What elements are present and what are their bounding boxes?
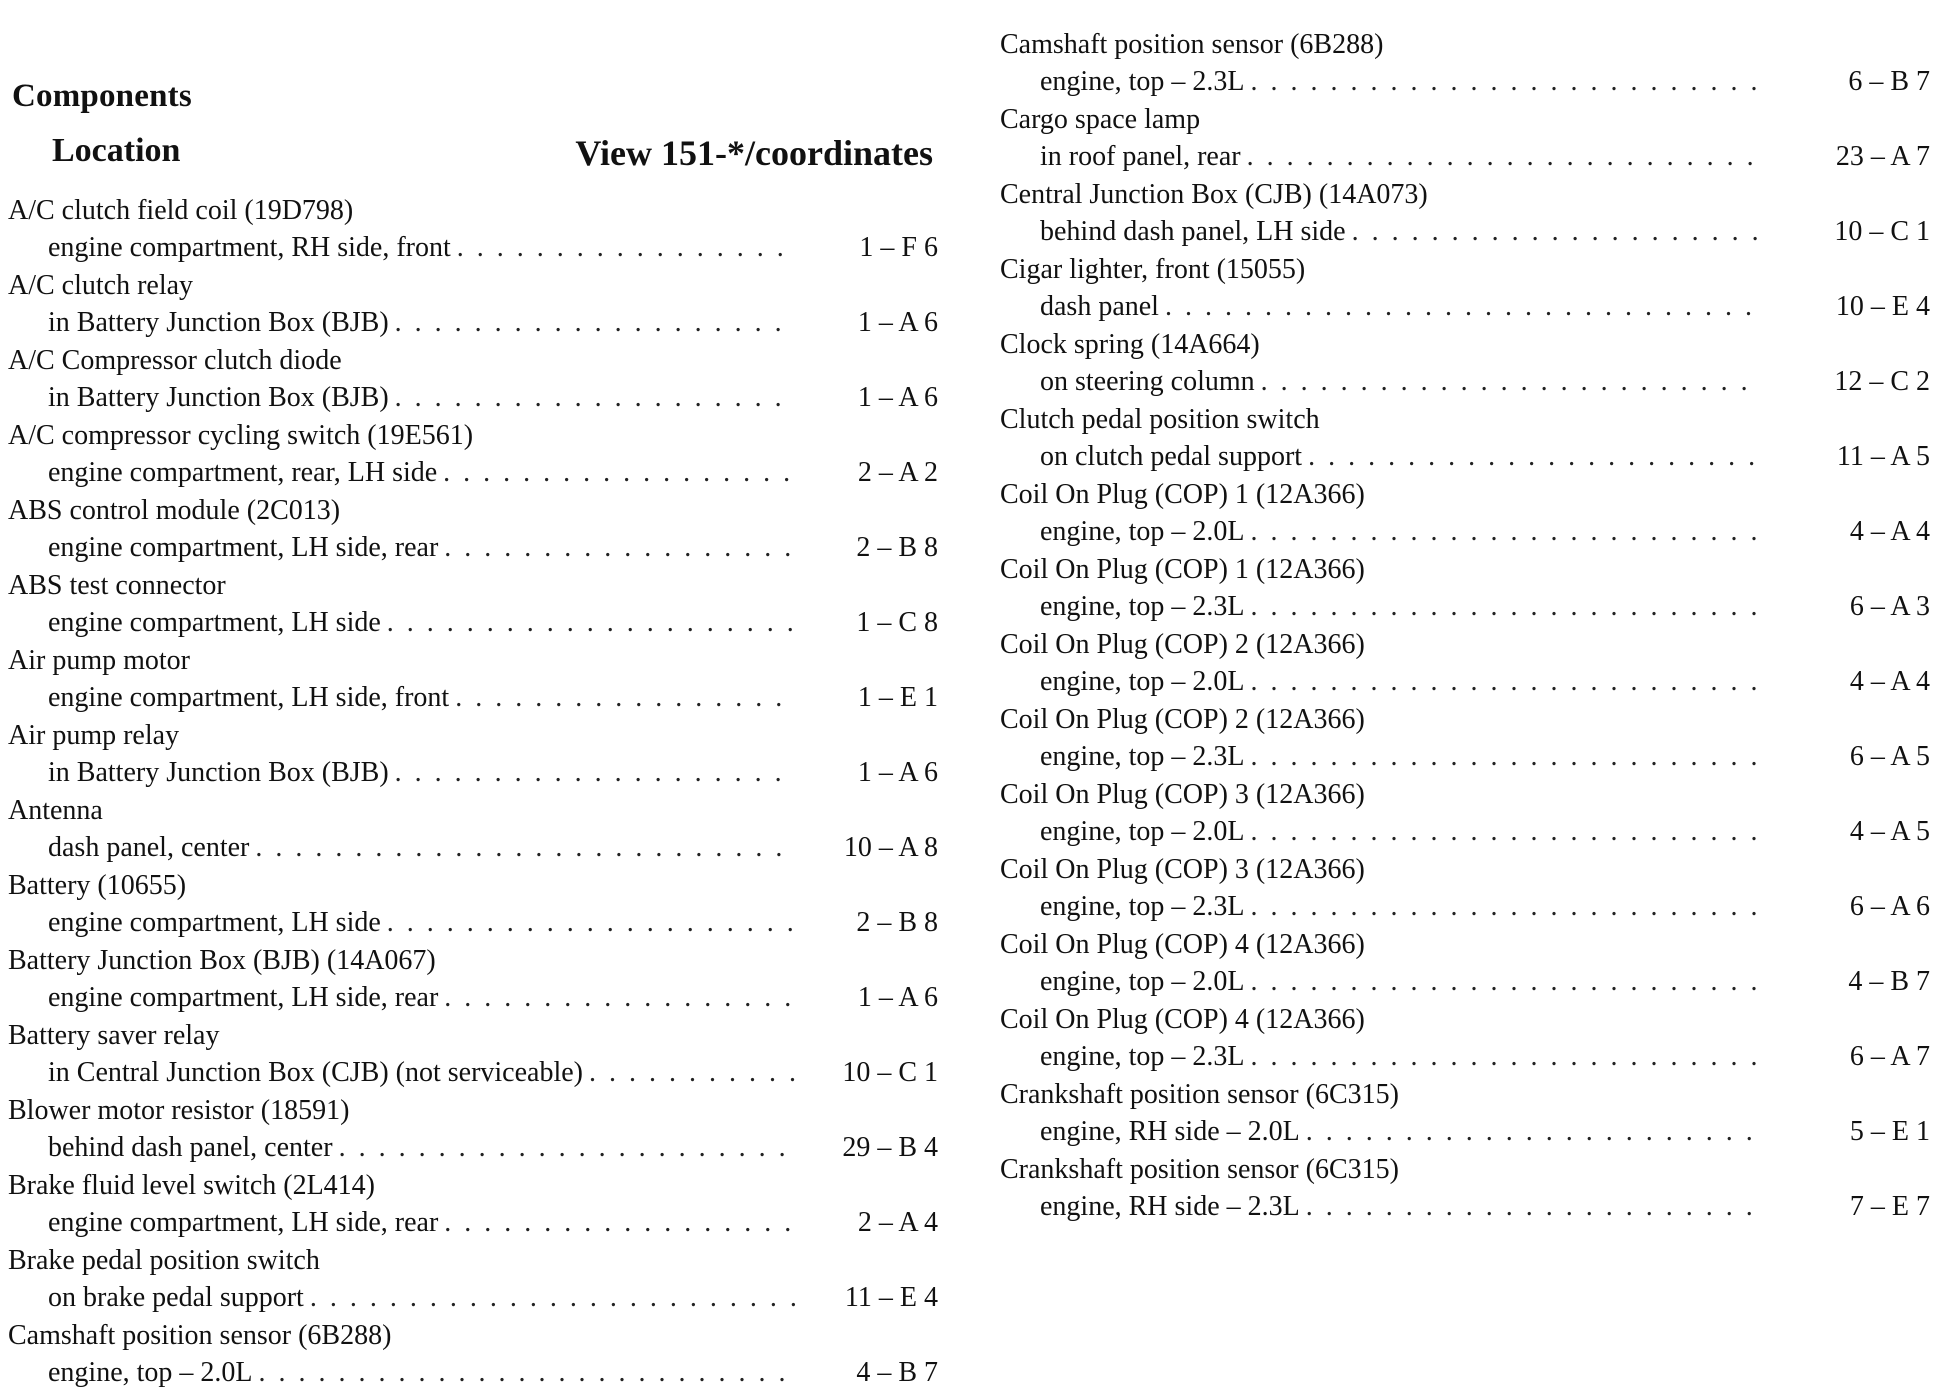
component-entry: [8, 942, 938, 1017]
view-coordinate: 11 – E 4: [844, 1282, 938, 1313]
view-coordinate: 12 – C 2: [1834, 366, 1930, 397]
component-location: engine compartment, RH side, front: [48, 232, 451, 263]
component-name: ABS control module (2C013): [8, 495, 341, 526]
view-coordinate: 10 – C 1: [842, 1057, 938, 1088]
component-location: engine, top – 2.0L: [48, 1357, 253, 1388]
dot-leader: [1245, 63, 1760, 101]
component-location: in roof panel, rear: [1040, 141, 1241, 172]
component-name: Coil On Plug (COP) 2 (12A366): [1000, 704, 1365, 735]
component-location-line: [1000, 663, 1930, 701]
component-location-line: [1000, 438, 1930, 476]
dot-leader: [438, 1204, 796, 1242]
dot-leader: [1245, 1038, 1760, 1076]
component-location-line: [8, 604, 938, 642]
component-name: Blower motor resistor (18591): [8, 1095, 350, 1126]
component-location: engine, top – 2.3L: [1040, 891, 1245, 922]
dot-leader: [1346, 213, 1760, 251]
component-entry: [8, 267, 938, 342]
component-name: Cargo space lamp: [1000, 104, 1201, 135]
component-name: Coil On Plug (COP) 4 (12A366): [1000, 1004, 1365, 1035]
component-location-line: [8, 754, 938, 792]
component-entry: [8, 1242, 938, 1317]
component-entry: [8, 492, 938, 567]
component-entry: [8, 417, 938, 492]
component-entry: [1000, 701, 1930, 776]
component-location-line: [1000, 363, 1930, 401]
component-location: engine, top – 2.3L: [1040, 591, 1245, 622]
view-coordinate: 29 – B 4: [842, 1132, 938, 1163]
view-coordinate: 2 – B 8: [856, 907, 938, 938]
component-location: in Battery Junction Box (BJB): [48, 757, 389, 788]
component-name: Battery (10655): [8, 870, 187, 901]
view-coordinate: 5 – E 1: [1849, 1116, 1930, 1147]
component-location: engine, top – 2.0L: [1040, 666, 1245, 697]
component-entry: [1000, 26, 1930, 101]
view-column-header: View 151-*/coordinates: [575, 133, 933, 173]
component-name: Crankshaft position sensor (6C315): [1000, 1079, 1399, 1110]
dot-leader: [1255, 363, 1760, 401]
component-location-line: [1000, 513, 1930, 551]
component-entry: [8, 867, 938, 942]
component-name: A/C clutch relay: [8, 270, 194, 301]
dot-leader: [1159, 288, 1760, 326]
component-location-line: [8, 679, 938, 717]
dot-leader: [1300, 1188, 1760, 1226]
component-location-line: [1000, 1038, 1930, 1076]
view-coordinate: 1 – A 6: [857, 382, 938, 413]
dot-leader: [381, 904, 796, 942]
dot-leader: [583, 1054, 796, 1092]
view-coordinate: 4 – A 4: [1849, 666, 1930, 697]
component-name: Clock spring (14A664): [1000, 329, 1260, 360]
component-location-line: [8, 904, 938, 942]
component-name: A/C compressor cycling switch (19E561): [8, 420, 474, 451]
view-coordinate: 4 – B 7: [856, 1357, 938, 1388]
dot-leader: [1300, 1113, 1760, 1151]
dot-leader: [249, 829, 796, 867]
dot-leader: [1241, 138, 1760, 176]
view-coordinate: 6 – A 5: [1849, 741, 1930, 772]
component-location-line: [8, 1129, 938, 1167]
location-column-header: Location: [52, 132, 181, 169]
view-coordinate: 2 – B 8: [856, 532, 938, 563]
component-location-line: [8, 529, 938, 567]
component-name: Battery saver relay: [8, 1020, 220, 1051]
component-name: Brake pedal position switch: [8, 1245, 320, 1276]
dot-leader: [1302, 438, 1760, 476]
right-entry-list: [1000, 26, 1930, 1226]
component-location: in Battery Junction Box (BJB): [48, 382, 389, 413]
view-coordinate: 2 – A 2: [857, 457, 938, 488]
dot-leader: [389, 379, 796, 417]
view-coordinate: 6 – A 7: [1849, 1041, 1930, 1072]
component-location-line: [1000, 738, 1930, 776]
dot-leader: [1245, 963, 1760, 1001]
component-entry: [1000, 326, 1930, 401]
dot-leader: [304, 1279, 796, 1317]
view-coordinate: 6 – A 6: [1849, 891, 1930, 922]
component-location: engine, top – 2.3L: [1040, 741, 1245, 772]
component-location: engine, top – 2.0L: [1040, 516, 1245, 547]
component-name: Central Junction Box (CJB) (14A073): [1000, 179, 1428, 210]
component-location: engine compartment, LH side: [48, 907, 381, 938]
component-entry: [1000, 401, 1930, 476]
component-entry: [1000, 251, 1930, 326]
component-location: behind dash panel, LH side: [1040, 216, 1346, 247]
component-location: engine compartment, rear, LH side: [48, 457, 438, 488]
view-coordinate: 6 – B 7: [1848, 66, 1930, 97]
dot-leader: [438, 529, 796, 567]
component-entry: [8, 1092, 938, 1167]
dot-leader: [438, 979, 796, 1017]
component-location: engine compartment, LH side, rear: [48, 1207, 439, 1238]
component-entry: [1000, 176, 1930, 251]
component-location-line: [1000, 588, 1930, 626]
component-location-line: [8, 1354, 938, 1392]
component-name: Coil On Plug (COP) 1 (12A366): [1000, 554, 1365, 585]
component-name: Camshaft position sensor (6B288): [8, 1320, 392, 1351]
column-headers: [8, 132, 933, 172]
view-coordinate: 1 – A 6: [857, 307, 938, 338]
view-coordinate: 6 – A 3: [1849, 591, 1930, 622]
component-location: engine, RH side – 2.3L: [1040, 1191, 1300, 1222]
component-name: Battery Junction Box (BJB) (14A067): [8, 945, 436, 976]
component-name: Crankshaft position sensor (6C315): [1000, 1154, 1399, 1185]
component-name: ABS test connector: [8, 570, 226, 601]
dot-leader: [451, 229, 796, 267]
component-entry: [1000, 551, 1930, 626]
component-location: in Battery Junction Box (BJB): [48, 307, 389, 338]
component-location: engine, top – 2.0L: [1040, 966, 1245, 997]
component-entry: [8, 1167, 938, 1242]
component-entry: [8, 342, 938, 417]
component-location-line: [1000, 63, 1930, 101]
component-name: Coil On Plug (COP) 1 (12A366): [1000, 479, 1365, 510]
component-entry: [8, 642, 938, 717]
component-location: on brake pedal support: [48, 1282, 304, 1313]
view-coordinate: 1 – C 8: [856, 607, 938, 638]
component-name: A/C clutch field coil (19D798): [8, 195, 354, 226]
left-entry-list: [8, 192, 938, 1392]
component-entry: [8, 567, 938, 642]
dot-leader: [1245, 888, 1760, 926]
view-coordinate: 10 – E 4: [1835, 291, 1930, 322]
dot-leader: [253, 1354, 796, 1392]
component-location: engine compartment, LH side, front: [48, 682, 450, 713]
view-coordinate: 1 – A 6: [857, 982, 938, 1013]
component-location: engine, top – 2.3L: [1040, 1041, 1245, 1072]
component-name: Coil On Plug (COP) 3 (12A366): [1000, 779, 1365, 810]
view-coordinate: 10 – C 1: [1834, 216, 1930, 247]
component-entry: [8, 792, 938, 867]
component-location-line: [8, 829, 938, 867]
component-name: Camshaft position sensor (6B288): [1000, 29, 1384, 60]
component-location-line: [8, 1054, 938, 1092]
component-location-line: [1000, 288, 1930, 326]
component-entry: [1000, 926, 1930, 1001]
dot-leader: [1245, 663, 1760, 701]
dot-leader: [1245, 813, 1760, 851]
component-name: Air pump relay: [8, 720, 180, 751]
component-name: Air pump motor: [8, 645, 190, 676]
component-location-line: [1000, 138, 1930, 176]
component-location: dash panel: [1040, 291, 1159, 322]
component-name: Brake fluid level switch (2L414): [8, 1170, 376, 1201]
component-name: Coil On Plug (COP) 4 (12A366): [1000, 929, 1365, 960]
component-location-line: [1000, 213, 1930, 251]
view-coordinate: 4 – A 4: [1849, 516, 1930, 547]
component-entry: [1000, 1151, 1930, 1226]
component-name: A/C Compressor clutch diode: [8, 345, 342, 376]
component-location: dash panel, center: [48, 832, 250, 863]
component-location-line: [8, 1279, 938, 1317]
component-location-line: [1000, 963, 1930, 1001]
component-entry: [1000, 101, 1930, 176]
component-location: engine compartment, LH side: [48, 607, 381, 638]
view-coordinate: 7 – E 7: [1849, 1191, 1930, 1222]
component-entry: [1000, 776, 1930, 851]
component-name: Antenna: [8, 795, 103, 826]
component-location: engine, top – 2.3L: [1040, 66, 1245, 97]
component-location-line: [8, 1204, 938, 1242]
dot-leader: [449, 679, 796, 717]
component-entry: [8, 717, 938, 792]
component-location-line: [8, 304, 938, 342]
view-coordinate: 23 – A 7: [1835, 141, 1930, 172]
dot-leader: [1245, 588, 1760, 626]
component-entry: [1000, 476, 1930, 551]
component-location-line: [8, 979, 938, 1017]
component-location: on clutch pedal support: [1040, 441, 1303, 472]
component-name: Cigar lighter, front (15055): [1000, 254, 1306, 285]
dot-leader: [437, 454, 796, 492]
component-entry: [8, 192, 938, 267]
component-name: Coil On Plug (COP) 3 (12A366): [1000, 854, 1365, 885]
dot-leader: [389, 754, 796, 792]
dot-leader: [389, 304, 796, 342]
view-coordinate: 11 – A 5: [1836, 441, 1930, 472]
component-location: engine compartment, LH side, rear: [48, 532, 439, 563]
view-coordinate: 10 – A 8: [843, 832, 938, 863]
component-location: engine, RH side – 2.0L: [1040, 1116, 1300, 1147]
component-location-line: [8, 454, 938, 492]
view-coordinate: 1 – F 6: [859, 232, 938, 263]
component-location-line: [1000, 1113, 1930, 1151]
component-entry: [1000, 1076, 1930, 1151]
component-entry: [1000, 626, 1930, 701]
component-location: engine compartment, LH side, rear: [48, 982, 439, 1013]
section-heading: Components: [12, 78, 192, 114]
view-coordinate: 4 – A 5: [1849, 816, 1930, 847]
dot-leader: [381, 604, 796, 642]
dot-leader: [1245, 738, 1760, 776]
view-coordinate: 1 – E 1: [857, 682, 938, 713]
component-location-line: [1000, 888, 1930, 926]
component-name: Clutch pedal position switch: [1000, 404, 1320, 435]
component-entry: [1000, 1001, 1930, 1076]
component-entry: [1000, 851, 1930, 926]
view-coordinate: 1 – A 6: [857, 757, 938, 788]
component-location: behind dash panel, center: [48, 1132, 333, 1163]
component-entry: [8, 1017, 938, 1092]
component-location: in Central Junction Box (CJB) (not serviceable): [48, 1057, 583, 1088]
component-location-line: [1000, 813, 1930, 851]
component-entry: [8, 1317, 938, 1392]
dot-leader: [333, 1129, 796, 1167]
component-location-line: [1000, 1188, 1930, 1226]
dot-leader: [1245, 513, 1760, 551]
view-coordinate: 2 – A 4: [857, 1207, 938, 1238]
component-location-line: [8, 379, 938, 417]
component-location-line: [8, 229, 938, 267]
component-name: Coil On Plug (COP) 2 (12A366): [1000, 629, 1365, 660]
component-location: engine, top – 2.0L: [1040, 816, 1245, 847]
view-coordinate: 4 – B 7: [1848, 966, 1930, 997]
component-location: on steering column: [1040, 366, 1255, 397]
